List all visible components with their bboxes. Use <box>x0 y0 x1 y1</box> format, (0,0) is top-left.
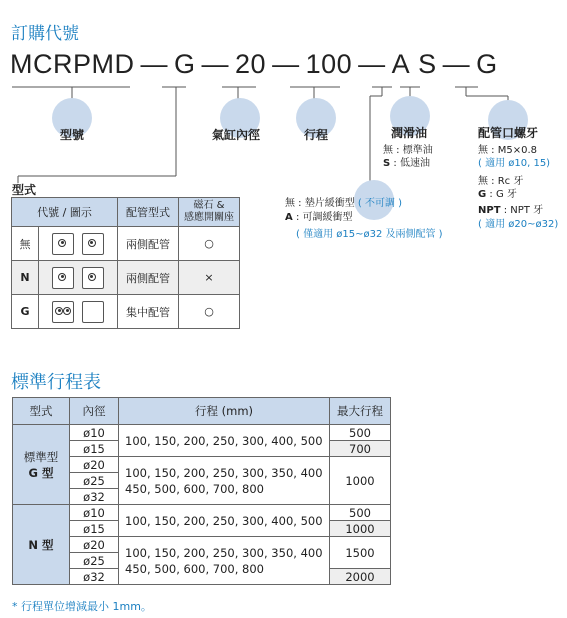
model-stroke: 100 <box>305 49 353 79</box>
type-sensor: ○ <box>179 227 240 261</box>
stroke-th-stroke: 行程 (mm) <box>119 398 330 425</box>
lube-option-s <box>383 157 430 170</box>
bore-cell: ø25 <box>70 473 119 489</box>
max-stroke-cell: 500 <box>330 505 391 521</box>
g-type-cell <box>13 425 70 505</box>
max-stroke-cell: 1500 <box>330 537 391 569</box>
cushion-none-note: ( 不可調 ) <box>357 198 403 209</box>
type-row <box>12 295 240 329</box>
stroke-table <box>12 397 391 585</box>
cushion-a-val: : 可調緩衝型 <box>295 212 353 223</box>
dash: — <box>140 49 168 79</box>
dash: — <box>442 49 471 79</box>
order-code-title: 訂購代號 <box>11 24 79 44</box>
stroke-th-type: 型式 <box>13 398 70 425</box>
model-type: G <box>174 49 196 79</box>
bore-cell: ø15 <box>70 441 119 457</box>
type-sensor: × <box>179 261 240 295</box>
stroke-th-bore: 內徑 <box>70 398 119 425</box>
port-note-large: ( 適用 ø20~ø32) <box>478 219 559 230</box>
dash: — <box>358 49 386 79</box>
footnote: * 行程單位增減最小 1mm。 <box>12 600 152 613</box>
port-option-npt <box>478 204 543 217</box>
cushion-option-a <box>285 211 353 224</box>
model-adj: A <box>391 49 411 79</box>
bore-cell: ø20 <box>70 537 119 553</box>
port-option-rc: 無 : Rc 牙 <box>478 176 524 187</box>
port-npt-val: : NPT 牙 <box>503 205 544 216</box>
connector-lines <box>0 0 567 200</box>
type-icon-cell <box>39 261 118 295</box>
max-stroke-cell: 700 <box>330 441 391 457</box>
stroke-header-row <box>13 398 391 425</box>
max-stroke-cell: 2000 <box>330 569 391 585</box>
stroke-row <box>13 505 391 521</box>
max-stroke-cell: 1000 <box>330 457 391 505</box>
port-npt-key: NPT <box>478 205 501 216</box>
type-code: G <box>12 295 39 329</box>
stroke-table-title: 標準行程表 <box>11 372 101 393</box>
type-row <box>12 227 240 261</box>
bore-cell: ø20 <box>70 457 119 473</box>
max-stroke-cell: 1000 <box>330 521 391 537</box>
type-th-sensor-2: 感應開關座 <box>184 212 234 223</box>
label-bore: 氣缸內徑 <box>212 128 261 142</box>
type-piping: 兩側配管 <box>118 227 179 261</box>
lube-s-val: : 低速油 <box>393 158 430 169</box>
dash: — <box>272 49 300 79</box>
dash: — <box>201 49 230 79</box>
type-table <box>11 197 240 329</box>
stroke-list <box>119 457 330 505</box>
cylinder-front-icon <box>52 267 74 289</box>
bore-cell: ø10 <box>70 505 119 521</box>
label-lube: 潤滑油 <box>391 126 428 140</box>
stroke-list-line-1: 100, 150, 200, 250, 300, 350, 400 <box>125 545 323 560</box>
port-g-key: G <box>478 189 487 200</box>
stroke-row <box>13 457 391 473</box>
cylinder-rear-icon <box>82 233 104 255</box>
bore-cell: ø15 <box>70 521 119 537</box>
type-icon-cell <box>39 227 118 261</box>
cushion-option-none <box>285 197 402 210</box>
g-type-label-2: G 型 <box>28 465 54 480</box>
model-port: G <box>476 49 498 79</box>
cushion-none-text: 無 : 墊片緩衝型 <box>285 198 355 209</box>
label-type-code: 型號 <box>60 128 85 142</box>
type-icon-cell <box>39 295 118 329</box>
model-bore: 20 <box>235 49 267 79</box>
port-g-val: : G 牙 <box>489 189 517 200</box>
style-label: 型式 <box>12 183 37 197</box>
type-piping: 兩側配管 <box>118 261 179 295</box>
cylinder-front-icon <box>52 233 74 255</box>
stroke-list-line-2: 450, 500, 600, 700, 800 <box>125 481 264 496</box>
cylinder-dual-port-icon <box>52 301 74 323</box>
type-piping: 集中配管 <box>118 295 179 329</box>
g-type-label-1: 標準型 <box>23 449 59 464</box>
stroke-row <box>13 537 391 553</box>
stroke-list-line-1: 100, 150, 200, 250, 300, 350, 400 <box>125 465 323 480</box>
bore-cell: ø10 <box>70 425 119 441</box>
type-sensor: ○ <box>179 295 240 329</box>
cushion-a-key: A <box>285 212 293 223</box>
bore-cell: ø32 <box>70 569 119 585</box>
label-port: 配管口螺牙 <box>478 126 539 140</box>
lube-option-none: 無 : 標準油 <box>383 145 433 156</box>
cushion-a-note: ( 僅適用 ø15~ø32 及兩側配管 ) <box>296 229 443 240</box>
stroke-th-max: 最大行程 <box>330 398 391 425</box>
stroke-row <box>13 425 391 441</box>
type-code: N <box>12 261 39 295</box>
stroke-list <box>119 537 330 585</box>
stroke-list: 100, 150, 200, 250, 300, 400, 500 <box>119 425 330 457</box>
port-option-none: 無 : M5×0.8 <box>478 145 537 156</box>
stroke-list: 100, 150, 200, 250, 300, 400, 500 <box>119 505 330 537</box>
model-base: MCRPMD <box>10 49 135 79</box>
type-th-code: 代號 / 圖示 <box>12 198 118 227</box>
cylinder-blank-icon <box>82 301 104 323</box>
n-type-cell: N 型 <box>13 505 70 585</box>
bore-cell: ø32 <box>70 489 119 505</box>
type-table-header <box>12 198 240 227</box>
type-row <box>12 261 240 295</box>
label-stroke: 行程 <box>304 128 329 142</box>
stroke-list-line-2: 450, 500, 600, 700, 800 <box>125 561 264 576</box>
bore-cell: ø25 <box>70 553 119 569</box>
lube-s-key: S <box>383 158 391 169</box>
type-code: 無 <box>12 227 39 261</box>
cylinder-rear-icon <box>82 267 104 289</box>
model-lube: S <box>418 49 437 79</box>
max-stroke-cell: 500 <box>330 425 391 441</box>
port-option-g <box>478 188 517 201</box>
port-note-small: ( 適用 ø10, 15) <box>478 158 551 169</box>
type-th-piping: 配管型式 <box>118 198 179 227</box>
type-th-sensor-1: 磁石 & <box>193 200 225 211</box>
type-th-sensor <box>179 198 240 227</box>
